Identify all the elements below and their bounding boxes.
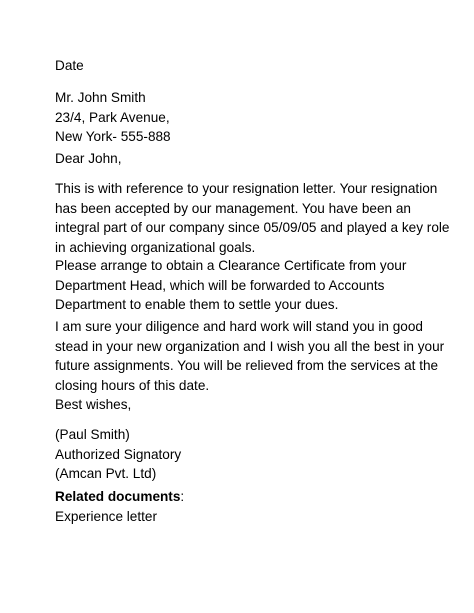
related-documents-heading-line [55, 487, 184, 507]
paragraph-3 [55, 317, 444, 395]
paragraph-3-line: I am sure your diligence and hard work will stand you in good [55, 319, 423, 334]
paragraph-1-line: in achieving organizational goals. [55, 239, 256, 255]
recipient-name: Mr. John Smith [55, 90, 146, 105]
related-documents [55, 487, 184, 526]
signature-company: (Amcan Pvt. Ltd) [55, 466, 157, 481]
signature-block [55, 425, 181, 484]
paragraph-2 [55, 256, 406, 315]
paragraph-3-line: stead in your new organization and I wish you all the best in your [55, 338, 445, 354]
paragraph-3-line: closing hours of this date. [55, 377, 210, 393]
paragraph-1-line: This is with reference to your resignation letter. Your resignation [55, 181, 438, 196]
salutation: Dear John, [55, 151, 122, 166]
closing: Best wishes, [55, 397, 132, 412]
paragraph-2-line: Department Head, which will be forwarded to Accounts [55, 277, 385, 293]
paragraph-1-line: integral part of our company since 05/09/05 and played a key role [55, 220, 450, 235]
date-label: Date [55, 58, 84, 73]
recipient-address-line-2: New York- 555-888 [55, 129, 171, 144]
paragraph-3-line: future assignments. You will be relieved from the services at the [55, 358, 439, 373]
paragraph-2-line: Please arrange to obtain a Clearance Certificate from your [55, 258, 407, 273]
paragraph-1-line: has been accepted by our management. You have been an [55, 200, 411, 216]
recipient-address-line-1: 23/4, Park Avenue, [55, 109, 170, 125]
recipient-block [55, 88, 171, 147]
paragraph-1 [55, 179, 449, 257]
related-documents-colon: : [180, 489, 185, 504]
related-documents-heading: Related documents [55, 489, 181, 504]
signature-name: (Paul Smith) [55, 427, 130, 442]
related-document-item: Experience letter [55, 508, 158, 524]
signature-title: Authorized Signatory [55, 446, 182, 462]
paragraph-2-line: Department to enable them to settle your dues. [55, 297, 339, 312]
